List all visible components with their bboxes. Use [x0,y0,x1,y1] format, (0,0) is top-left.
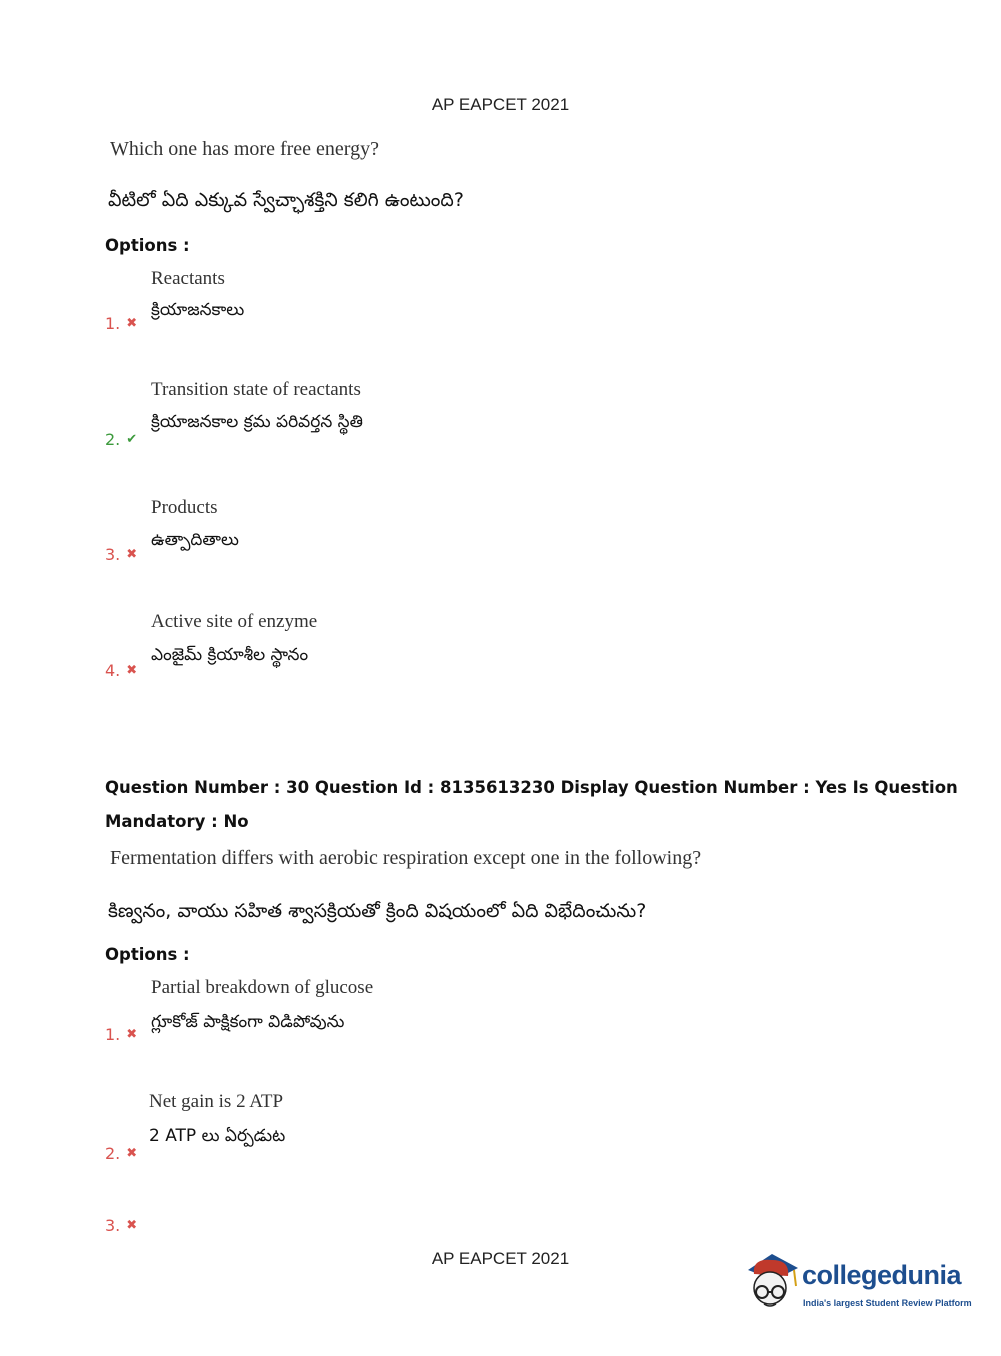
check-mark-icon: ✔ [126,432,138,447]
option-text-en: Active site of enzyme [151,611,318,632]
options-label: Options : [105,236,190,255]
option-number: 1. ✖ [105,1025,138,1044]
option-text-te: గ్లూకోజ్ పాక్షికంగా విడిపోవును [151,1012,345,1032]
page-footer: AP EAPCET 2021 [431,1249,570,1268]
option-text-te: ఎంజైమ్ క్రియాశీల స్థానం [151,645,309,665]
option-number: 4. ✖ [105,661,138,680]
wrong-mark-icon: ✖ [126,663,138,678]
wrong-mark-icon: ✖ [126,1027,138,1042]
option-text-te: క్రియాజనకాల క్రమ పరివర్తన స్థితి [151,412,363,432]
mascot-icon [742,1248,802,1320]
wrong-mark-icon: ✖ [126,1146,138,1161]
options-label: Options : [105,945,190,964]
option-text-en: Transition state of reactants [151,379,361,400]
option-text-en: Reactants [151,268,225,289]
option-text-en: Net gain is 2 ATP [149,1091,284,1112]
question-meta: Question Number : 30 Question Id : 8135613230 Display Question Number : Yes Is Question [105,778,958,797]
option-text-te: క్రియాజనకాలు [151,300,245,320]
option-text-te: 2 ATP లు ఏర్పడుట [149,1126,286,1146]
option-text-en: Products [151,497,218,518]
question-mandatory: Mandatory : No [105,812,249,831]
wrong-mark-icon: ✖ [126,316,138,331]
question-text-en: Fermentation differs with aerobic respiration except one in the following? [110,847,702,869]
option-number: 3. ✖ [105,545,138,564]
question-text-en: Which one has more free energy? [110,138,379,160]
logo-tagline: India's largest Student Review Platform [803,1298,972,1308]
option-number: 1. ✖ [105,314,138,333]
wrong-mark-icon: ✖ [126,1218,138,1233]
question-text-te: కిణ్వనం, వాయు సహిత శ్వాసక్రియతో క్రింది విషయంలో ఏది విభేదించును? [108,900,647,922]
option-number: 3. ✖ [105,1216,138,1235]
logo-wordmark: collegedunia [802,1260,962,1290]
collegedunia-logo [742,1248,972,1320]
option-number: 2. ✖ [105,1144,138,1163]
option-number: 2. ✔ [105,430,138,449]
page-header: AP EAPCET 2021 [431,95,570,114]
option-text-te: ఉత్పాదితాలు [151,530,239,550]
wrong-mark-icon: ✖ [126,547,138,562]
question-text-te: వీటిలో ఏది ఎక్కువ స్వేచ్ఛాశక్తిని కలిగి ఉంటుంది? [108,189,464,211]
option-text-en: Partial breakdown of glucose [151,977,374,998]
